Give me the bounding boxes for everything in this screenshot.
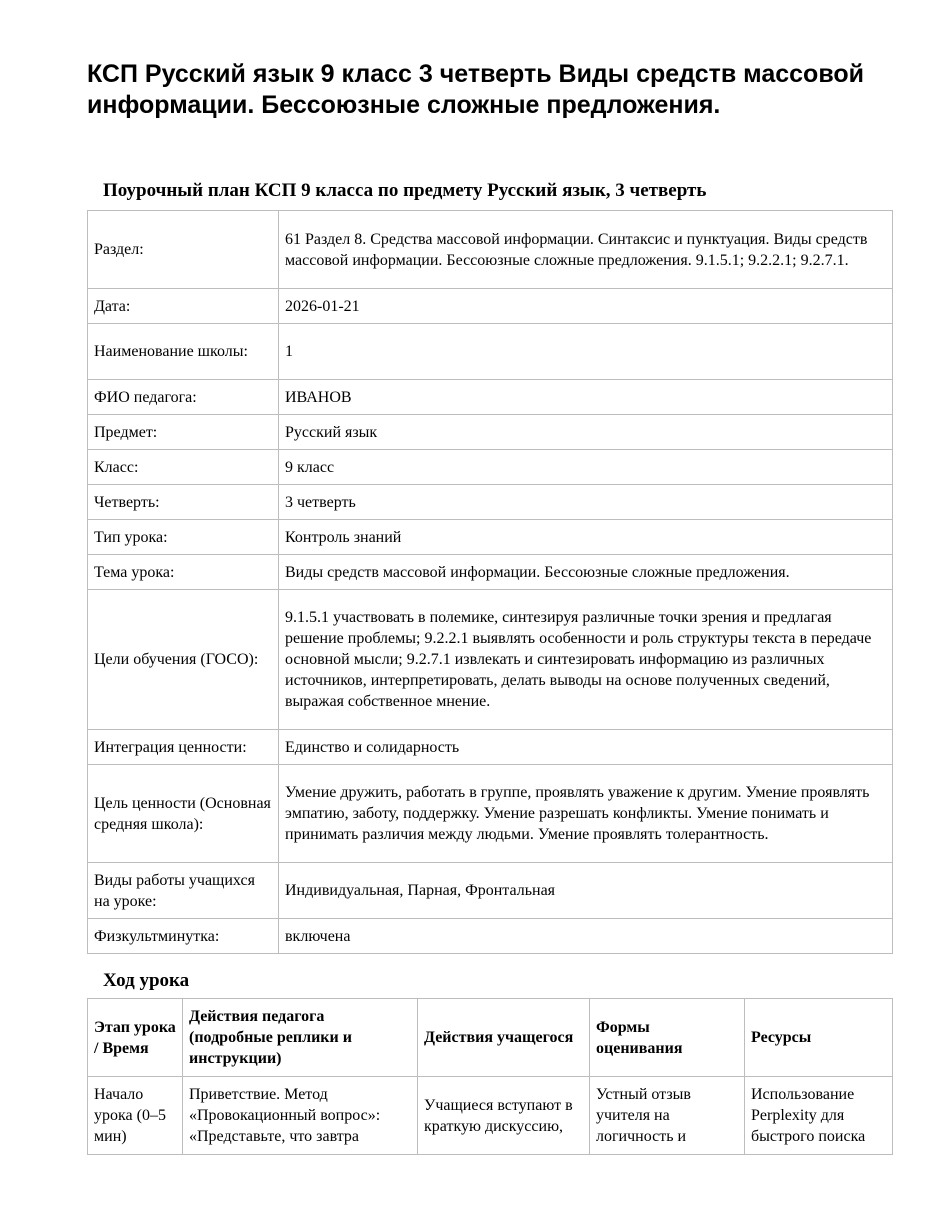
plan-label: Раздел: — [88, 211, 279, 289]
plan-row-topic — [88, 555, 893, 590]
plan-value: 1 — [279, 324, 893, 380]
plan-value: Индивидуальная, Парная, Фронтальная — [279, 863, 893, 919]
plan-value: Виды средств массовой информации. Бессоюзные сложные предложения. — [279, 555, 893, 590]
cell-stage: Начало урока (0–5 мин) — [88, 1077, 183, 1155]
lesson-header-row — [88, 999, 893, 1077]
document-title: КСП Русский язык 9 класс 3 четверть Виды средств массовой информации. Бессоюзные сложные предложения. — [87, 60, 865, 119]
plan-row-value-integration — [88, 730, 893, 765]
plan-value: 61 Раздел 8. Средства массовой информации. Синтаксис и пунктуация. Виды средств массовой информации. Бессоюзные сложные предложения. 9.1.5.1; 9.2.2.1; 9.2.7.1. — [279, 211, 893, 289]
plan-label: Цели обучения (ГОСО): — [88, 590, 279, 730]
plan-value: ИВАНОВ — [279, 380, 893, 415]
plan-row-date — [88, 289, 893, 324]
plan-row-work-types — [88, 863, 893, 919]
plan-row-subject — [88, 415, 893, 450]
plan-row-objectives — [88, 590, 893, 730]
plan-label: Цель ценности (Основная средняя школа): — [88, 765, 279, 863]
column-header-assessment: Формы оценивания — [590, 999, 745, 1077]
plan-value: 3 четверть — [279, 485, 893, 520]
plan-heading: Поурочный план КСП 9 класса по предмету Русский язык, 3 четверть — [103, 180, 707, 201]
plan-value: 9.1.5.1 участвовать в полемике, синтезируя различные точки зрения и предлагая решение проблемы; 9.2.2.1 выявлять особенности и роль структуры текста в передаче основной мысли; 9.2.7.1 извлекать и синтезировать информацию из различных источников, интерпретировать, делать выводы на основе полученных сведений, выражая собственное мнение. — [279, 590, 893, 730]
plan-label: Виды работы учащихся на уроке: — [88, 863, 279, 919]
plan-label: Наименование школы: — [88, 324, 279, 380]
plan-row-quarter — [88, 485, 893, 520]
plan-label: Дата: — [88, 289, 279, 324]
column-header-teacher-actions: Действия педагога (подробные реплики и инструкции) — [183, 999, 418, 1077]
lesson-progress-heading: Ход урока — [103, 970, 190, 991]
plan-value: 2026-01-21 — [279, 289, 893, 324]
plan-row-physical-break — [88, 919, 893, 954]
plan-label: Четверть: — [88, 485, 279, 520]
plan-row-lesson-type — [88, 520, 893, 555]
cell-student-actions: Учащиеся вступают в краткую дискуссию, — [418, 1077, 590, 1155]
plan-value: Русский язык — [279, 415, 893, 450]
plan-label: Физкультминутка: — [88, 919, 279, 954]
plan-row-value-goal — [88, 765, 893, 863]
column-header-stage: Этап урока / Время — [88, 999, 183, 1077]
plan-label: Интеграция ценности: — [88, 730, 279, 765]
plan-row-teacher — [88, 380, 893, 415]
plan-row-school — [88, 324, 893, 380]
plan-label: Предмет: — [88, 415, 279, 450]
lesson-table — [87, 998, 893, 1155]
cell-assessment: Устный отзыв учителя на логичность и — [590, 1077, 745, 1155]
plan-label: Тип урока: — [88, 520, 279, 555]
plan-row-section — [88, 211, 893, 289]
plan-value: включена — [279, 919, 893, 954]
plan-value: 9 класс — [279, 450, 893, 485]
cell-resources: Использование Perplexity для быстрого поиска — [745, 1077, 893, 1155]
column-header-student-actions: Действия учащегося — [418, 999, 590, 1077]
plan-label: Класс: — [88, 450, 279, 485]
table-row — [88, 1077, 893, 1155]
column-header-resources: Ресурсы — [745, 999, 893, 1077]
plan-value: Умение дружить, работать в группе, проявлять уважение к другим. Умение проявлять эмпатию, заботу, поддержку. Умение разрешать конфликты. Умение понимать и принимать различия между людьми. Умение проявлять толерантность. — [279, 765, 893, 863]
cell-teacher-actions: Приветствие. Метод «Провокационный вопрос»: «Представьте, что завтра — [183, 1077, 418, 1155]
plan-label: ФИО педагога: — [88, 380, 279, 415]
plan-value: Единство и солидарность — [279, 730, 893, 765]
plan-value: Контроль знаний — [279, 520, 893, 555]
plan-table — [87, 210, 893, 954]
plan-row-grade — [88, 450, 893, 485]
plan-label: Тема урока: — [88, 555, 279, 590]
